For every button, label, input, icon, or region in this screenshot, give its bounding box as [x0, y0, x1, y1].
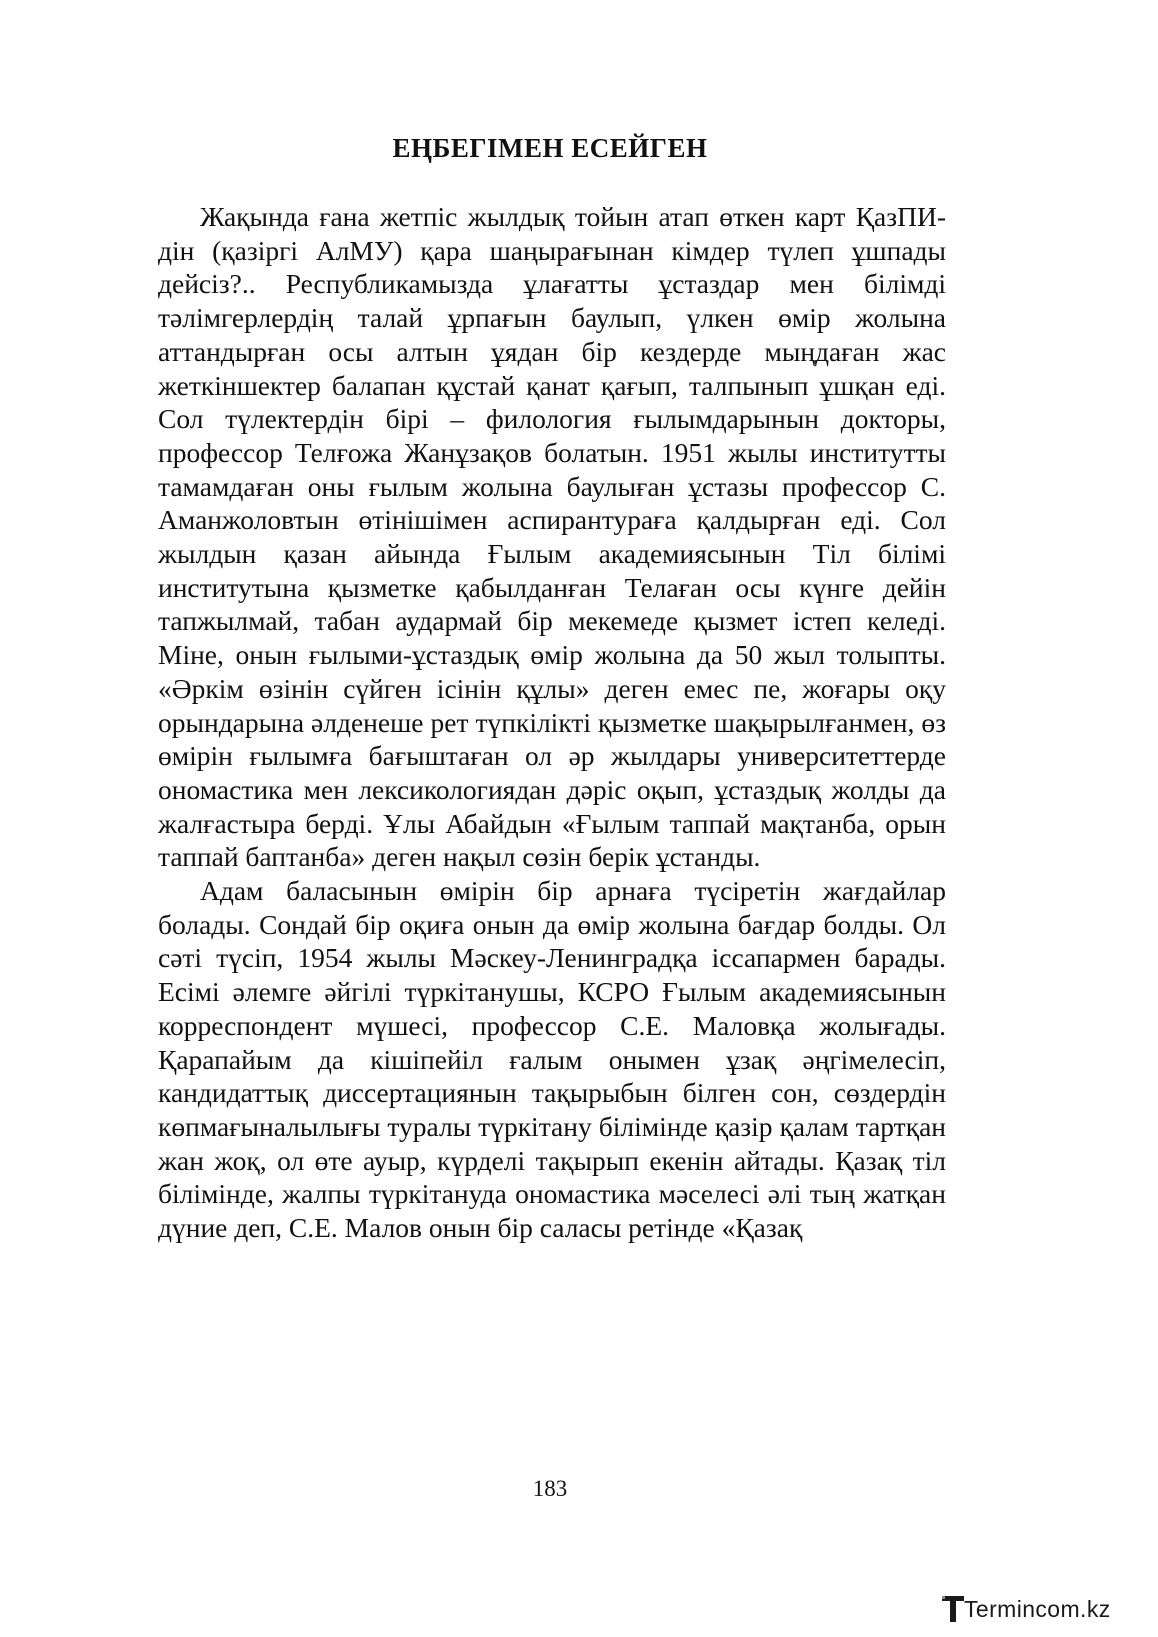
watermark-text: Termincom.kz — [964, 1596, 1111, 1622]
page-number: 183 — [532, 1476, 568, 1501]
watermark — [940, 1590, 1140, 1630]
paragraph-1: Жақында ғана жетпіс жылдық тойын атап өткен карт ҚазПИ-дін (қазіргі АлМУ) қара шаңырағынан кімдер түлеп ұшпады дейсіз?.. Республикамызда ұлағатты ұстаздар мен білімді тәлімгерлердің талай ұрпағын баулып, үлкен өмір жолына аттандырған осы алтын ұядан бір кездерде мыңдаған жас жеткіншектер балапан құстай қанат қағып, талпынып ұшқан еді. Сол түлектердін бірі – филология ғылымдарынын докторы, профессор Телғожа Жанұзақов болатын. 1951 жылы институтты тамамдаған оны ғылым жолына баулыған ұстазы профессор С. Аманжоловтын өтінішімен аспирантураға қалдырған еді. Сол жылдын қазан айында Ғылым академиясынын Тіл білімі институтына қызметке қабылданған Телаған осы күнге дейін тапжылмай, табан аудармай бір мекемеде қызмет істеп келеді. Міне, онын ғылыми-ұстаздық өмір жолына да 50 жыл толыпты. «Әркім өзінін сүйген ісінін құлы» деген емес пе, жоғары оқу орындарына әлденеше рет түпкілікті қызметке шақырылғанмен, өз өмірін ғылымға бағыштаған ол әр жылдары университеттерде ономастика мен лексикологиядан дәріс оқып, ұстаздық жолды да жалғастыра берді. Ұлы Абайдын «Ғылым таппай мақтанба, орын таппай баптанба» деген нақыл сөзін берік ұстанды. — [158, 201, 946, 873]
page-title: ЕҢБЕГІМЕН ЕСЕЙГЕН — [392, 133, 708, 163]
paragraph-2: Адам баласынын өмірін бір арнаға түсіретін жағдайлар болады. Сондай бір оқиға онын да өмір жолына бағдар болды. Ол сәті түсіп, 1954 жылы Мәскеу-Ленинградқа іссапармен барады. Есімі әлемге әйгілі түркітанушы, КСРО Ғылым академиясынын корреспондент мүшесі, профессор С.Е. Маловқа жолығады. Қарапайым да кішіпейіл ғалым онымен ұзақ әңгімелесіп, кандидаттық диссертациянын тақырыбын білген сон, сөздердін көпмағыналылығы туралы түркітану білімінде қазір қалам тартқан жан жоқ, ол өте ауыр, күрделі тақырып екенін айтады. Қазақ тіл білімінде, жалпы түркітануда ономастика мәселесі әлі тың жатқан дүние деп, С.Е. Малов онын бір саласы ретінде «Қазақ — [158, 875, 946, 1244]
body-text — [158, 200, 946, 1245]
